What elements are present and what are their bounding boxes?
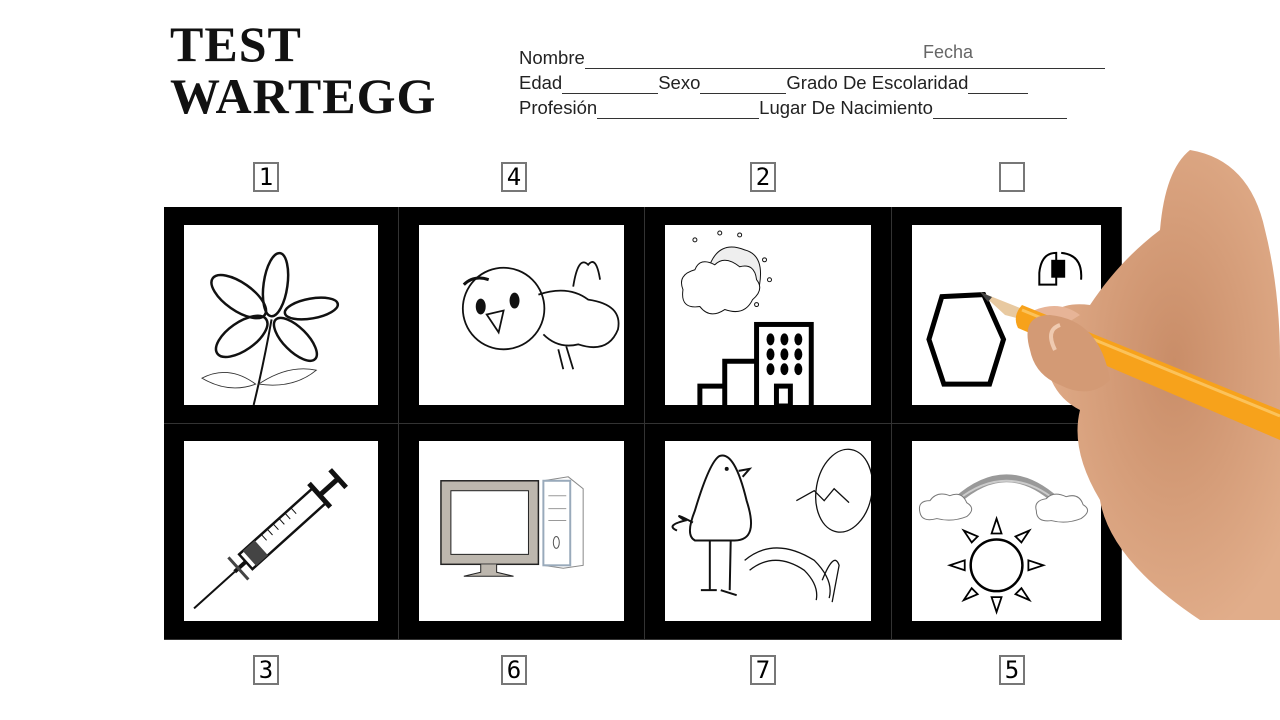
personal-info-form (519, 44, 1119, 119)
order-box-top-3[interactable]: 2 (750, 162, 776, 192)
nombre-field[interactable] (585, 50, 1105, 69)
order-box-bottom-4[interactable]: 5 (999, 655, 1025, 685)
drawing-area[interactable] (912, 441, 1101, 621)
cell-city[interactable] (645, 207, 892, 424)
hexagon-drawing (912, 225, 1101, 405)
edad-field[interactable] (562, 75, 658, 94)
edad-label: Edad (519, 72, 563, 93)
order-box-top-1[interactable]: 1 (253, 162, 279, 192)
form-row-nombre (519, 44, 1119, 69)
lugar-label: Lugar De Nacimiento (759, 97, 933, 118)
grado-label: Grado De Escolaridad (786, 72, 969, 93)
drawing-area[interactable] (665, 441, 871, 621)
cell-computer[interactable] (399, 424, 645, 640)
city-drawing (665, 225, 871, 405)
cell-bird[interactable] (399, 207, 645, 424)
profesion-field[interactable] (597, 100, 759, 119)
order-box-bottom-2[interactable]: 6 (501, 655, 527, 685)
computer-drawing (419, 441, 624, 621)
cell-syringe[interactable] (164, 424, 399, 640)
test-title (170, 18, 436, 122)
cell-sun-rainbow[interactable] (892, 424, 1122, 640)
order-box-top-4[interactable] (999, 162, 1025, 192)
wartegg-grid (164, 207, 1122, 640)
drawing-area[interactable] (184, 441, 378, 621)
order-box-bottom-3[interactable]: 7 (750, 655, 776, 685)
order-box-top-2[interactable]: 4 (501, 162, 527, 192)
sexo-label: Sexo (658, 72, 701, 93)
drawing-area[interactable] (184, 225, 378, 405)
flower-drawing (184, 225, 378, 405)
nombre-label: Nombre (519, 47, 585, 68)
syringe-drawing (184, 441, 378, 621)
title-line-2: WARTEGG (170, 68, 437, 124)
lugar-field[interactable] (933, 100, 1067, 119)
sexo-field[interactable] (700, 75, 786, 94)
cell-hexagon[interactable] (892, 207, 1122, 424)
form-row-profesion (519, 94, 1119, 119)
drawing-area[interactable] (419, 225, 624, 405)
cell-flower[interactable] (164, 207, 399, 424)
grado-field[interactable] (968, 75, 1028, 94)
drawing-area[interactable] (665, 225, 871, 405)
form-row-edad (519, 69, 1119, 94)
drawing-area[interactable] (419, 441, 624, 621)
profesion-label: Profesión (519, 97, 598, 118)
bird-drawing (419, 225, 624, 405)
drawing-area[interactable] (912, 225, 1101, 405)
cell-chicken[interactable] (645, 424, 892, 640)
chicken-drawing (665, 441, 871, 621)
title-line-1: TEST (170, 16, 302, 72)
order-box-bottom-1[interactable]: 3 (253, 655, 279, 685)
sun-rainbow-drawing (912, 441, 1101, 621)
fecha-label: Fecha (923, 42, 974, 62)
